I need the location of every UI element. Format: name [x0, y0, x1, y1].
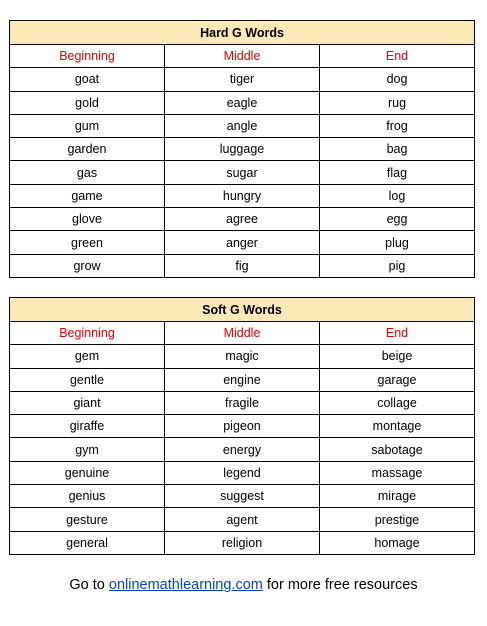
table-row — [10, 438, 475, 461]
word-cell: agree — [165, 208, 320, 231]
footer-prefix: Go to — [69, 577, 109, 593]
word-cell: sabotage — [320, 438, 475, 461]
resource-link[interactable]: onlinemathlearning.com — [108, 577, 263, 593]
word-cell: pig — [320, 254, 475, 277]
word-cell: engine — [165, 368, 320, 391]
table-row — [10, 161, 475, 184]
word-cell: gem — [10, 345, 165, 368]
word-cell: giraffe — [10, 415, 165, 438]
word-cell: game — [10, 184, 165, 207]
word-cell: egg — [320, 208, 475, 231]
table-row — [10, 345, 475, 368]
word-cell: pigeon — [165, 415, 320, 438]
soft-g-words-table — [9, 297, 475, 555]
word-cell: giant — [10, 391, 165, 414]
table-row — [10, 91, 475, 114]
word-cell: montage — [320, 415, 475, 438]
word-cell: magic — [165, 345, 320, 368]
hard-g-header-row — [10, 45, 475, 68]
word-cell: flag — [320, 161, 475, 184]
word-cell: goat — [10, 68, 165, 91]
soft-g-table-body — [10, 345, 475, 555]
table-row — [10, 208, 475, 231]
hard-g-words-table — [9, 20, 475, 278]
word-cell: frog — [320, 114, 475, 137]
footer-note — [0, 577, 487, 593]
word-cell: gas — [10, 161, 165, 184]
table-row — [10, 415, 475, 438]
table-row — [10, 531, 475, 554]
word-cell: religion — [165, 531, 320, 554]
table-row — [10, 485, 475, 508]
word-cell: homage — [320, 531, 475, 554]
word-cell: grow — [10, 254, 165, 277]
table-row — [10, 391, 475, 414]
word-cell: energy — [165, 438, 320, 461]
word-cell: hungry — [165, 184, 320, 207]
word-cell: luggage — [165, 138, 320, 161]
word-cell: genius — [10, 485, 165, 508]
word-cell: fig — [165, 254, 320, 277]
column-header-end: End — [320, 45, 475, 68]
word-cell: sugar — [165, 161, 320, 184]
word-cell: prestige — [320, 508, 475, 531]
table-row — [10, 508, 475, 531]
word-cell: garage — [320, 368, 475, 391]
soft-g-table-title: Soft G Words — [10, 298, 475, 322]
word-cell: plug — [320, 231, 475, 254]
word-cell: fragile — [165, 391, 320, 414]
word-cell: tiger — [165, 68, 320, 91]
word-cell: gesture — [10, 508, 165, 531]
word-cell: anger — [165, 231, 320, 254]
word-cell: log — [320, 184, 475, 207]
word-cell: glove — [10, 208, 165, 231]
hard-g-table-body — [10, 68, 475, 278]
word-cell: gym — [10, 438, 165, 461]
word-cell: mirage — [320, 485, 475, 508]
table-row — [10, 184, 475, 207]
word-cell: bag — [320, 138, 475, 161]
column-header-middle: Middle — [165, 322, 320, 345]
word-cell: gentle — [10, 368, 165, 391]
word-cell: agent — [165, 508, 320, 531]
column-header-beginning: Beginning — [10, 322, 165, 345]
word-cell: massage — [320, 461, 475, 484]
word-cell: gum — [10, 114, 165, 137]
column-header-end: End — [320, 322, 475, 345]
table-row — [10, 368, 475, 391]
word-cell: genuine — [10, 461, 165, 484]
word-cell: green — [10, 231, 165, 254]
table-row — [10, 461, 475, 484]
column-header-beginning: Beginning — [10, 45, 165, 68]
word-cell: dog — [320, 68, 475, 91]
column-header-middle: Middle — [165, 45, 320, 68]
table-row — [10, 231, 475, 254]
footer-suffix: for more free resources — [262, 577, 418, 593]
word-cell: rug — [320, 91, 475, 114]
word-cell: legend — [165, 461, 320, 484]
table-row — [10, 114, 475, 137]
table-row — [10, 68, 475, 91]
table-row — [10, 138, 475, 161]
word-cell: garden — [10, 138, 165, 161]
hard-g-table-title: Hard G Words — [10, 21, 475, 45]
word-cell: angle — [165, 114, 320, 137]
word-cell: beige — [320, 345, 475, 368]
word-cell: eagle — [165, 91, 320, 114]
word-cell: suggest — [165, 485, 320, 508]
soft-g-header-row — [10, 322, 475, 345]
word-cell: general — [10, 531, 165, 554]
word-cell: collage — [320, 391, 475, 414]
table-row — [10, 254, 475, 277]
word-cell: gold — [10, 91, 165, 114]
